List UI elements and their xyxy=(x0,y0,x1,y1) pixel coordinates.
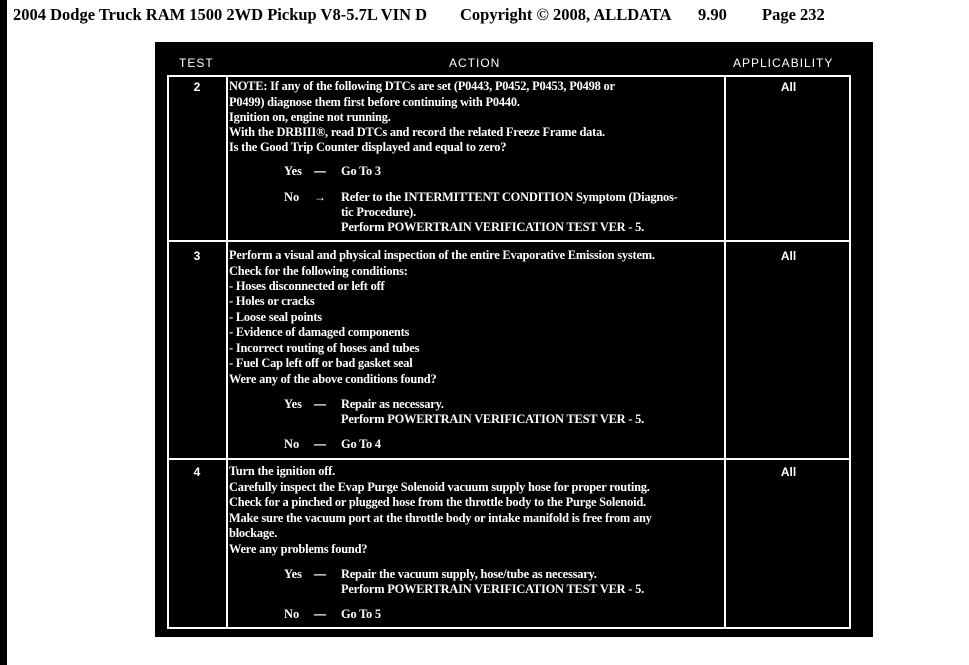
action-line: blockage. xyxy=(229,526,278,540)
test-number: 3 xyxy=(193,249,201,263)
dash-icon: — xyxy=(314,607,326,621)
yes-result: Go To 3 xyxy=(341,164,381,178)
no-result: Perform POWERTRAIN VERIFICATION TEST VER - 5. xyxy=(341,220,644,234)
applicability-value: All xyxy=(780,80,797,94)
action-line: NOTE: If any of the following DTCs are set (P0443, P0452, P0453, P0498 or xyxy=(229,79,615,93)
grid-line xyxy=(724,75,726,629)
arrow-right-icon: → xyxy=(314,190,326,204)
action-line: Is the Good Trip Counter displayed and equal to zero? xyxy=(229,140,507,154)
action-line: Turn the ignition off. xyxy=(229,464,335,478)
version-number: 9.90 xyxy=(698,5,727,24)
grid-line xyxy=(167,75,169,629)
yes-result: Perform POWERTRAIN VERIFICATION TEST VER - 5. xyxy=(341,412,644,426)
no-result: Go To 5 xyxy=(341,607,381,621)
action-line: - Evidence of damaged components xyxy=(229,325,410,339)
diagnostic-table xyxy=(155,42,873,637)
column-header-action: ACTION xyxy=(449,56,501,70)
no-result: Refer to the INTERMITTENT CONDITION Symptom (Diagnos- xyxy=(341,190,678,204)
action-line: Make sure the vacuum port at the throttle body or intake manifold is free from any xyxy=(229,511,652,525)
column-header-applicability: APPLICABILITY xyxy=(733,56,834,70)
action-line: - Holes or cracks xyxy=(229,294,315,308)
no-result: tic Procedure). xyxy=(341,205,416,219)
no-label: No xyxy=(284,190,300,204)
no-label: No xyxy=(284,437,300,451)
action-line: - Hoses disconnected or left off xyxy=(229,279,385,293)
grid-line xyxy=(167,458,851,460)
action-line: - Fuel Cap left off or bad gasket seal xyxy=(229,356,413,370)
test-number: 4 xyxy=(193,465,201,479)
yes-label: Yes xyxy=(284,397,302,411)
no-result: Go To 4 xyxy=(341,437,381,451)
grid-line xyxy=(226,75,228,629)
vehicle-title: 2004 Dodge Truck RAM 1500 2WD Pickup V8-5.7L VIN D xyxy=(13,5,428,24)
left-edge-bar xyxy=(0,0,7,665)
applicability-value: All xyxy=(780,465,797,479)
grid-line xyxy=(167,627,851,629)
column-header-test: TEST xyxy=(179,56,214,70)
page-header xyxy=(13,5,953,25)
action-line: Check for the following conditions: xyxy=(229,264,408,278)
copyright-text: Copyright © 2008, ALLDATA xyxy=(460,5,672,24)
action-line: Were any of the above conditions found? xyxy=(229,372,437,386)
yes-label: Yes xyxy=(284,567,302,581)
dash-icon: — xyxy=(314,567,326,581)
action-line: - Incorrect routing of hoses and tubes xyxy=(229,341,420,355)
dash-icon: — xyxy=(314,397,326,411)
action-line: Were any problems found? xyxy=(229,542,368,556)
no-label: No xyxy=(284,607,300,621)
grid-line xyxy=(167,240,851,242)
applicability-value: All xyxy=(780,249,797,263)
dash-icon: — xyxy=(314,437,326,451)
test-number: 2 xyxy=(193,80,201,94)
yes-result: Repair as necessary. xyxy=(341,397,444,411)
grid-line xyxy=(167,75,851,77)
grid-line xyxy=(849,75,851,629)
action-line: P0499) diagnose them first before continuing with P0440. xyxy=(229,95,520,109)
action-line: Carefully inspect the Evap Purge Solenoid vacuum supply hose for proper routing. xyxy=(229,480,650,494)
action-line: Ignition on, engine not running. xyxy=(229,110,391,124)
action-line: Check for a pinched or plugged hose from the throttle body to the Purge Solenoid. xyxy=(229,495,646,509)
dash-icon: — xyxy=(314,164,326,178)
yes-label: Yes xyxy=(284,164,302,178)
page-number: Page 232 xyxy=(762,5,825,24)
action-line: - Loose seal points xyxy=(229,310,322,324)
yes-result: Perform POWERTRAIN VERIFICATION TEST VER - 5. xyxy=(341,582,644,596)
action-line: Perform a visual and physical inspection of the entire Evaporative Emission system. xyxy=(229,248,655,262)
action-line: With the DRBIII®, read DTCs and record the related Freeze Frame data. xyxy=(229,125,605,139)
yes-result: Repair the vacuum supply, hose/tube as necessary. xyxy=(341,567,597,581)
